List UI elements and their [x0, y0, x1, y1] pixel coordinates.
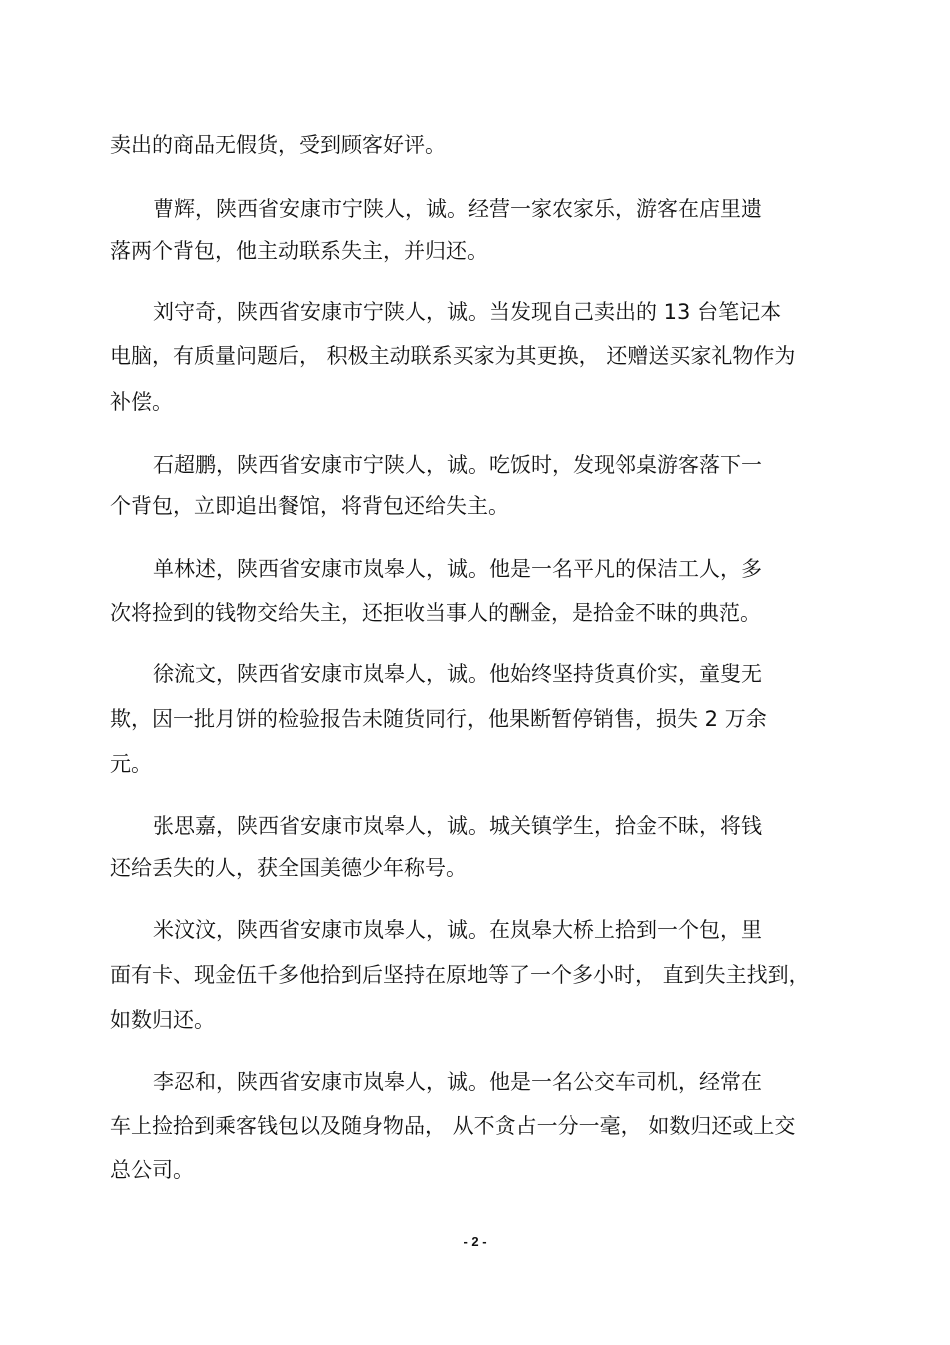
text-line: 面有卡、现金伍千多他拾到后坚持在原地等了一个多小时， 直到失主找到， — [110, 963, 810, 987]
text-line: 还给丢失的人，获全国美德少年称号。 — [110, 856, 467, 880]
text-line: 单林述，陕西省安康市岚皋人，诚。他是一名平凡的保洁工人，多 — [153, 557, 762, 581]
text-line: 元。 — [110, 752, 152, 776]
text-line: 石超鹏，陕西省安康市宁陕人，诚。吃饭时，发现邻桌游客落下一 — [153, 453, 762, 477]
text-line: 欺，因一批月饼的检验报告未随货同行，他果断暂停销售，损失 2 万余 — [110, 707, 767, 731]
page-number: - 2 - — [463, 1234, 487, 1249]
text-line: 徐流文，陕西省安康市岚皋人，诚。他始终坚持货真价实，童叟无 — [153, 662, 762, 686]
text-line: 曹辉，陕西省安康市宁陕人，诚。经营一家农家乐，游客在店里遗 — [153, 197, 762, 221]
text-line: 如数归还。 — [110, 1008, 215, 1032]
text-line: 卖出的商品无假货，受到顾客好评。 — [110, 133, 446, 157]
text-line: 张思嘉，陕西省安康市岚皋人，诚。城关镇学生，拾金不昧，将钱 — [153, 814, 762, 838]
text-line: 车上捡拾到乘客钱包以及随身物品， 从不贪占一分一毫， 如数归还或上交 — [110, 1114, 796, 1138]
text-line: 个背包，立即追出餐馆，将背包还给失主。 — [110, 494, 509, 518]
text-line: 米汶汶，陕西省安康市岚皋人，诚。在岚皋大桥上拾到一个包，里 — [153, 918, 762, 942]
text-line: 次将捡到的钱物交给失主，还拒收当事人的酬金，是拾金不昧的典范。 — [110, 601, 761, 625]
text-line: 刘守奇，陕西省安康市宁陕人，诚。当发现自己卖出的 13 台笔记本 — [153, 300, 782, 324]
text-line: 总公司。 — [110, 1158, 194, 1182]
text-line: 李忍和，陕西省安康市岚皋人，诚。他是一名公交车司机，经常在 — [153, 1070, 762, 1094]
text-line: 电脑，有质量问题后， 积极主动联系买家为其更换， 还赠送买家礼物作为 — [110, 344, 796, 368]
text-line: 落两个背包，他主动联系失主，并归还。 — [110, 239, 488, 263]
text-line: 补偿。 — [110, 390, 173, 414]
